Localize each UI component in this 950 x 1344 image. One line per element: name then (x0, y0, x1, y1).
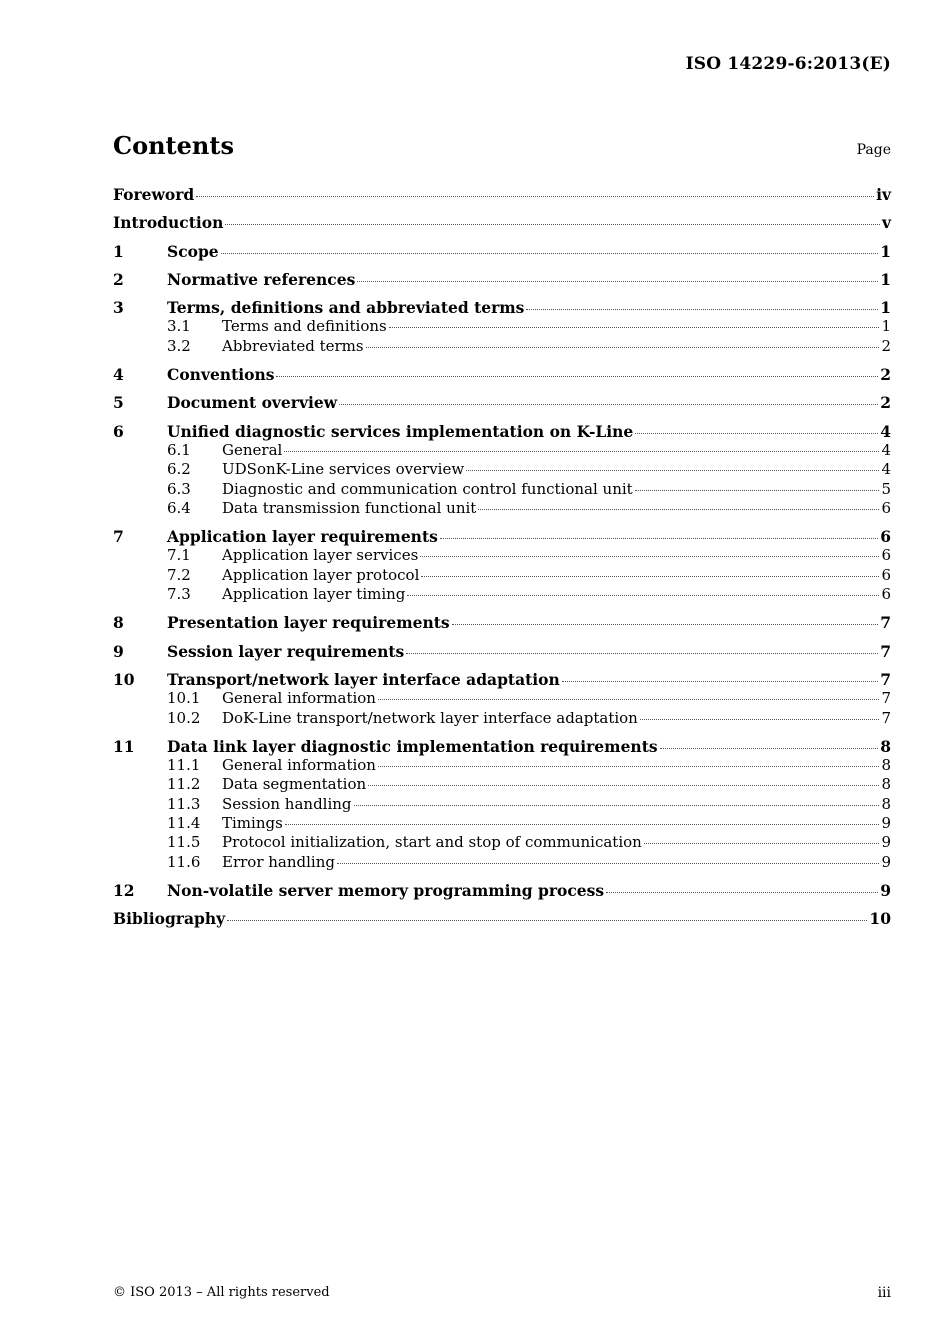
dot-leader (339, 403, 878, 405)
toc-subentry[interactable] (113, 499, 891, 518)
toc-entry-number: 6.4 (167, 498, 191, 517)
toc-entry-page: 8 (881, 756, 891, 775)
toc-entry-label: Data link layer diagnostic implementation requirements (167, 736, 658, 756)
toc-entry-number: 6.3 (167, 479, 191, 498)
table-of-contents (113, 185, 891, 929)
dot-leader (478, 508, 879, 510)
toc-entry-label: Presentation layer requirements (167, 613, 450, 633)
toc-subentry[interactable] (113, 795, 891, 814)
toc-entry-label: Normative references (167, 269, 356, 289)
toc-entry-page: 1 (880, 241, 891, 261)
toc-entry[interactable] (113, 298, 891, 317)
dot-leader (354, 804, 880, 806)
toc-entry-number: 3.2 (167, 336, 191, 355)
toc-entry-label: Document overview (167, 393, 338, 413)
toc-entry-label: Session handling (222, 794, 352, 813)
toc-entry-page: 10 (869, 909, 891, 929)
page-column-label: Page (856, 142, 891, 158)
toc-entry-label: Timings (222, 814, 283, 833)
toc-subentry[interactable] (113, 689, 891, 708)
toc-entry-page: 6 (880, 527, 891, 547)
dot-leader (225, 223, 880, 225)
toc-subentry[interactable] (113, 460, 891, 479)
toc-entry-label: Application layer protocol (222, 565, 420, 584)
toc-entry[interactable] (113, 270, 891, 289)
toc-entry-number: 9 (113, 641, 124, 661)
page-number: iii (877, 1285, 891, 1301)
toc-entry-label: Transport/network layer interface adaptation (167, 669, 560, 689)
toc-entry-label: General information (222, 689, 376, 708)
toc-entry[interactable] (113, 422, 891, 441)
toc-subentry[interactable] (113, 441, 891, 460)
toc-entry[interactable] (113, 185, 891, 204)
toc-entry[interactable] (113, 909, 891, 928)
dot-leader (221, 252, 879, 254)
document-id: ISO 14229-6:2013(E) (685, 54, 891, 74)
toc-entry-number: 11.2 (167, 775, 201, 794)
toc-entry-number: 7.1 (167, 546, 191, 565)
dot-leader (284, 450, 879, 452)
toc-subentry[interactable] (113, 566, 891, 585)
dot-leader (526, 308, 878, 310)
toc-entry-label: General information (222, 756, 376, 775)
toc-entry[interactable] (113, 670, 891, 689)
toc-entry-page: 2 (881, 336, 891, 355)
toc-entry-label: Error handling (222, 852, 335, 871)
toc-entry-number: 10.2 (167, 708, 201, 727)
toc-subentry[interactable] (113, 337, 891, 356)
toc-entry-label: General (222, 440, 283, 459)
page-title: Contents (113, 131, 234, 160)
toc-entry-number: 6.2 (167, 460, 191, 479)
toc-entry-label: Application layer requirements (167, 527, 438, 547)
toc-subentry[interactable] (113, 756, 891, 775)
dot-leader (196, 195, 874, 197)
dot-leader (644, 842, 880, 844)
toc-entry-page: 1 (881, 317, 891, 336)
toc-entry-page: 7 (881, 708, 891, 727)
dot-leader (440, 537, 878, 539)
toc-entry-label: Application layer timing (222, 585, 406, 604)
toc-entry-page: 2 (880, 365, 891, 385)
toc-entry-number: 11.3 (167, 794, 201, 813)
toc-entry-page: 4 (881, 440, 891, 459)
toc-subentry[interactable] (113, 480, 891, 499)
toc-entry-label: Data transmission functional unit (222, 498, 477, 517)
dot-leader (420, 555, 879, 557)
toc-entry-page: 1 (880, 269, 891, 289)
toc-entry-number: 11 (113, 736, 135, 756)
toc-entry[interactable] (113, 613, 891, 632)
toc-subentry[interactable] (113, 775, 891, 794)
toc-entry-number: 6 (113, 421, 124, 441)
toc-entry-number: 3.1 (167, 317, 191, 336)
toc-entry-page: 7 (880, 613, 891, 633)
toc-entry[interactable] (113, 737, 891, 756)
toc-entry-page: 5 (881, 479, 891, 498)
dot-leader (421, 575, 879, 577)
toc-entry-label: Unified diagnostic services implementation on K-Line (167, 421, 634, 441)
dot-leader (227, 919, 867, 921)
toc-entry-page: 9 (881, 852, 891, 871)
toc-entry-page: 6 (881, 585, 891, 604)
toc-entry-page: 8 (881, 775, 891, 794)
toc-entry-label: Application layer services (222, 546, 419, 565)
toc-entry-label: UDSonK-Line services overview (222, 460, 465, 479)
toc-entry[interactable] (113, 393, 891, 412)
toc-entry-page: 8 (880, 736, 891, 756)
toc-entry-page: 4 (881, 460, 891, 479)
toc-entry-label: Terms, definitions and abbreviated terms (167, 298, 525, 318)
toc-entry-page: 8 (881, 794, 891, 813)
dot-leader (357, 280, 878, 282)
dot-leader (635, 489, 880, 491)
toc-subentry[interactable] (113, 709, 891, 728)
toc-entry-number: 7 (113, 527, 124, 547)
toc-entry[interactable] (113, 365, 891, 384)
toc-entry-number: 3 (113, 298, 124, 318)
toc-entry-page: 9 (880, 880, 891, 900)
toc-entry-number: 10.1 (167, 689, 201, 708)
toc-entry-page: 6 (881, 546, 891, 565)
toc-entry-page: 9 (881, 833, 891, 852)
toc-subentry[interactable] (113, 833, 891, 852)
toc-entry-number: 5 (113, 393, 124, 413)
toc-entry-number: 2 (113, 269, 124, 289)
toc-entry-label: DoK-Line transport/network layer interface adaptation (222, 708, 638, 727)
toc-entry-label: Scope (167, 241, 219, 261)
toc-entry-page: 7 (880, 669, 891, 689)
toc-entry-label: Non-volatile server memory programming process (167, 880, 605, 900)
dot-leader (407, 594, 879, 596)
toc-entry[interactable] (113, 642, 891, 661)
toc-entry-number: 4 (113, 365, 124, 385)
dot-leader (337, 862, 879, 864)
toc-entry-number: 10 (113, 669, 135, 689)
dot-leader (452, 623, 879, 625)
toc-entry[interactable] (113, 881, 891, 900)
toc-entry-page: 4 (880, 421, 891, 441)
dot-leader (378, 698, 879, 700)
toc-entry[interactable] (113, 527, 891, 546)
toc-subentry[interactable] (113, 546, 891, 565)
copyright-notice: © ISO 2013 – All rights reserved (113, 1285, 330, 1300)
toc-subentry[interactable] (113, 814, 891, 833)
toc-entry-number: 1 (113, 241, 124, 261)
toc-subentry[interactable] (113, 853, 891, 872)
dot-leader (378, 765, 879, 767)
toc-entry-number: 7.2 (167, 565, 191, 584)
toc-entry-page: 7 (880, 641, 891, 661)
toc-entry[interactable] (113, 242, 891, 261)
toc-subentry[interactable] (113, 317, 891, 336)
dot-leader (389, 326, 880, 328)
toc-entry-page: 6 (881, 565, 891, 584)
toc-entry-label: Foreword (113, 185, 195, 204)
dot-leader (466, 469, 879, 471)
toc-entry-number: 6.1 (167, 440, 191, 459)
toc-entry-page: 1 (880, 298, 891, 318)
toc-entry-number: 11.4 (167, 814, 201, 833)
toc-entry-label: Introduction (113, 213, 224, 233)
toc-entry-label: Terms and definitions (222, 317, 387, 336)
dot-leader (368, 784, 879, 786)
dot-leader (606, 891, 878, 893)
dot-leader (562, 680, 878, 682)
toc-entry-label: Abbreviated terms (222, 336, 364, 355)
toc-entry-label: Protocol initialization, start and stop of communication (222, 833, 642, 852)
toc-entry[interactable] (113, 213, 891, 232)
toc-entry-label: Bibliography (113, 909, 226, 929)
dot-leader (635, 432, 878, 434)
dot-leader (366, 346, 880, 348)
dot-leader (406, 652, 878, 654)
toc-subentry[interactable] (113, 585, 891, 604)
dot-leader (276, 375, 878, 377)
toc-entry-page: 6 (881, 498, 891, 517)
toc-entry-number: 8 (113, 613, 124, 633)
toc-entry-label: Session layer requirements (167, 641, 405, 661)
dot-leader (640, 718, 880, 720)
toc-entry-page: 7 (881, 689, 891, 708)
dot-leader (660, 747, 879, 749)
toc-entry-number: 11.6 (167, 852, 201, 871)
toc-entry-page: v (881, 213, 891, 233)
toc-entry-number: 7.3 (167, 585, 191, 604)
toc-entry-number: 11.1 (167, 756, 201, 775)
toc-entry-label: Conventions (167, 365, 275, 385)
toc-entry-number: 12 (113, 880, 135, 900)
toc-entry-page: 9 (881, 814, 891, 833)
toc-entry-number: 11.5 (167, 833, 201, 852)
toc-entry-page: iv (876, 185, 891, 204)
toc-entry-label: Data segmentation (222, 775, 367, 794)
toc-entry-label: Diagnostic and communication control functional unit (222, 479, 633, 498)
toc-entry-page: 2 (880, 393, 891, 413)
dot-leader (285, 823, 880, 825)
